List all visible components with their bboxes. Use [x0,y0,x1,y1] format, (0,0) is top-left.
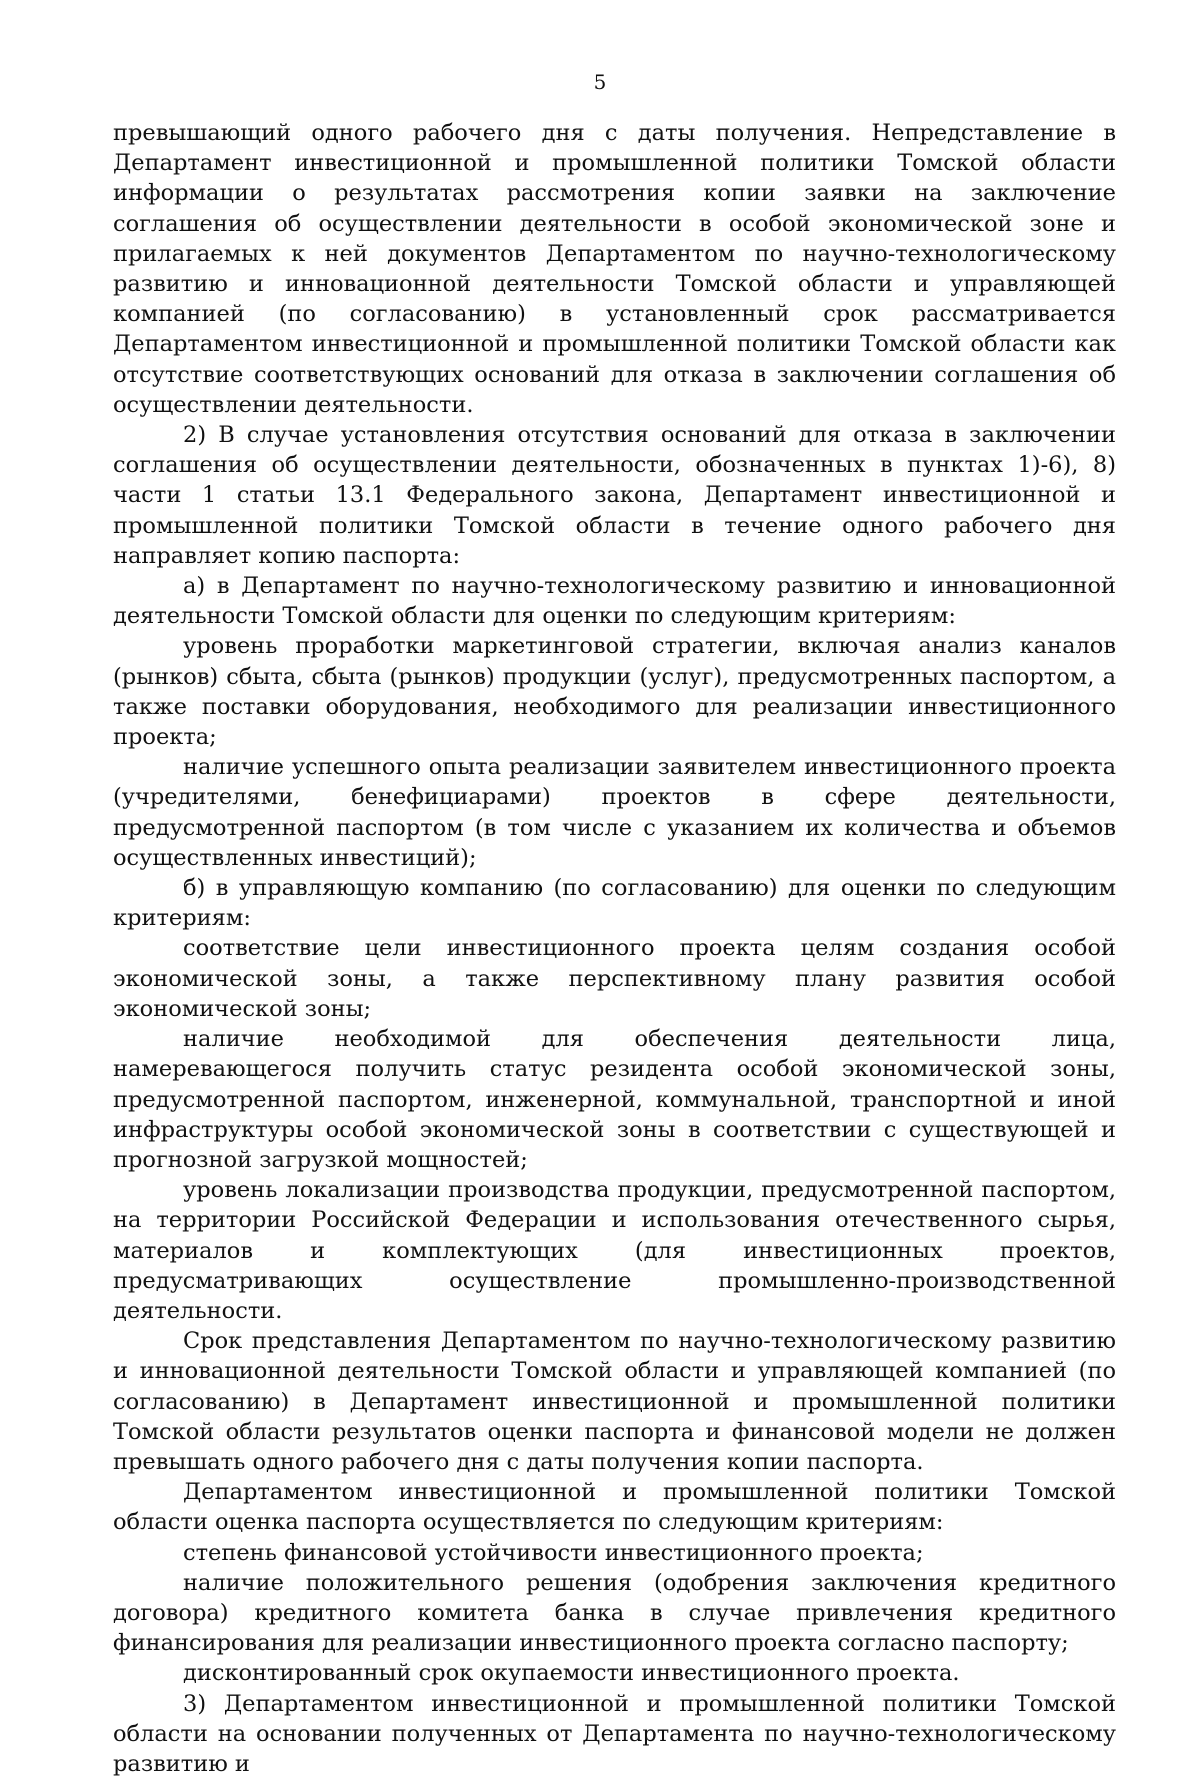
criterion-localization: уровень локализации производства продукции, предусмотренной паспортом, на территории Российской Федерации и использования отечественного сырья, материалов и комплектующих (для инвестиционных проектов, предусматривающих осуществление промышленно-производственной деятельности. [113,1177,1116,1324]
document-body [113,118,1116,1779]
paragraph-subitem-b: б) в управляющую компанию (по согласованию) для оценки по следующим критериям: [113,875,1116,932]
paragraph-continuation: превышающий одного рабочего дня с даты получения. Непредставление в Департамент инвестиционной и промышленной политики Томской области информации о результатах рассмотрения копии заявки на заключение соглашения об осуществлении деятельности в особой экономической зоне и прилагаемых к ней документов Департаментом по научно-технологическому развитию и инновационной деятельности Томской области и управляющей компанией (по согласованию) в установленный срок рассматривается Департаментом инвестиционной и промышленной политики Томской области как отсутствие соответствующих оснований для отказа в заключении соглашения об осуществлении деятельности. [113,120,1116,418]
criterion-infrastructure: наличие необходимой для обеспечения деятельности лица, намеревающегося получить статус резидента особой экономической зоны, предусмотренной паспортом, инженерной, коммунальной, транспортной и иной инфраструктуры особой экономической зоны в соответствии с существующей и прогнозной загрузкой мощностей; [113,1026,1116,1173]
paragraph-item-2: 2) В случае установления отсутствия оснований для отказа в заключении соглашения об осуществлении деятельности, обозначенных в пунктах 1)-6), 8) части 1 статьи 13.1 Федерального закона, Департамент инвестиционной и промышленной политики Томской области в течение одного рабочего дня направляет копию паспорта: [113,422,1116,569]
criterion-experience: наличие успешного опыта реализации заявителем инвестиционного проекта (учредителями, бенефициарами) проектов в сфере деятельности, предусмотренной паспортом (в том числе с указанием их количества и объемов осуществленных инвестиций); [113,754,1116,871]
page-number: 5 [593,70,607,94]
criterion-payback-period: дисконтированный срок окупаемости инвестиционного проекта. [183,1660,960,1687]
criterion-project-goal: соответствие цели инвестиционного проекта целям создания особой экономической зоны, а также перспективному плану развития особой экономической зоны; [113,935,1116,1022]
paragraph-department-evaluation: Департаментом инвестиционной и промышленной политики Томской области оценка паспорта осуществляется по следующим критериям: [113,1479,1116,1536]
criterion-marketing-strategy: уровень проработки маркетинговой стратегии, включая анализ каналов (рынков) сбыта, сбыта (рынков) продукции (услуг), предусмотренных паспортом, а также поставки оборудования, необходимого для реализации инвестиционного проекта; [113,633,1116,751]
paragraph-evaluation-deadline: Срок представления Департаментом по научно-технологическому развитию и инновационной деятельности Томской области и управляющей компанией (по согласованию) в Департамент инвестиционной и промышленной политики Томской области результатов оценки паспорта и финансовой модели не должен превышать одного рабочего дня с даты получения копии паспорта. [113,1328,1116,1475]
paragraph-item-3: 3) Департаментом инвестиционной и промышленной политики Томской области на основании полученных от Департамента по научно-технологическому развитию и [113,1690,1116,1777]
criterion-credit-decision: наличие положительного решения (одобрения заключения кредитного договора) кредитного комитета банка в случае привлечения кредитного финансирования для реализации инвестиционного проекта согласно паспорту; [113,1569,1116,1657]
paragraph-subitem-a: а) в Департамент по научно-технологическому развитию и инновационной деятельности Томской области для оценки по следующим критериям: [113,573,1116,630]
criterion-financial-stability: степень финансовой устойчивости инвестиционного проекта; [183,1539,924,1566]
